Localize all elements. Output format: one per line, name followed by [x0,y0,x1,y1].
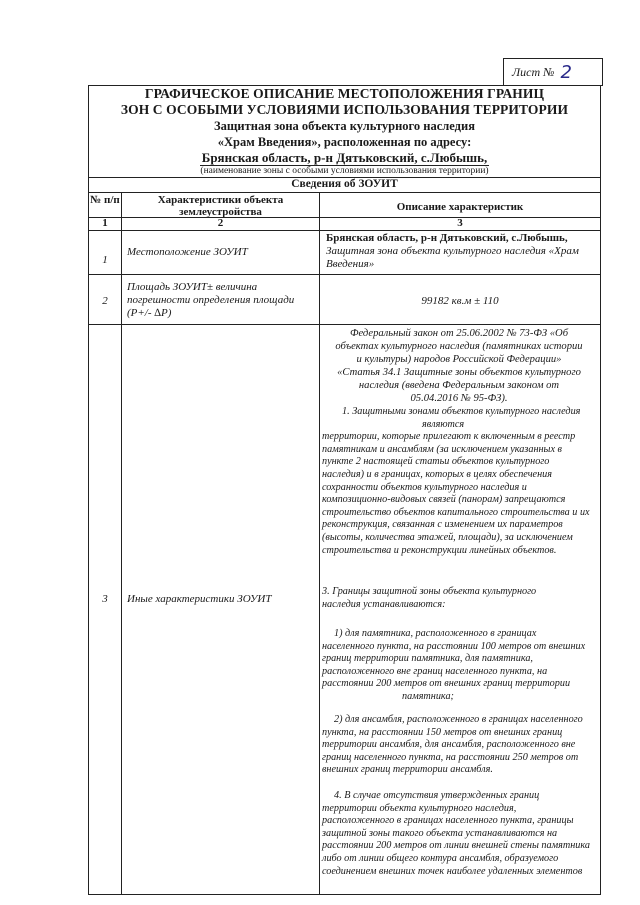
para-line: пункте 2 настоящей статьи объектов культурного [322,456,550,468]
para-line: пункта, на расстоянии 150 метров от внешних границ [322,726,563,738]
divider [89,230,600,231]
law-line: Федеральный закон от 25.06.2002 № 73-ФЗ «Об [349,328,569,339]
row-1-num: 1 [102,254,108,266]
row-1-desc-rest: Защитная зона объекта культурного наследия «Храм Введения» [326,245,579,270]
row-3-paragraph-1 [322,406,596,557]
para-line: памятникам и ансамблям (за исключением указанных в [322,443,562,455]
para-line: 1. Защитными зонами объектов культурного наследия [342,406,581,417]
row-1-char: Местоположение ЗОУИТ [127,246,248,258]
sheet-number: 2 [560,61,572,83]
sheet-number-box [503,58,603,86]
para-line: (высоты, количества этажей, площади), за исключением [322,531,573,543]
law-line: объектах культурного наследия (памятниках истории [335,340,583,352]
row-2-char: Площадь ЗОУИТ± величина погрешности определения площади (P+/- ∆P) [127,281,295,319]
row-2-num: 2 [102,295,108,307]
law-line: 05.04.2016 № 95-ФЗ). [410,392,508,404]
divider [89,192,600,193]
para-line: территории объекта культурного наследия, [322,802,517,814]
col-header-num: № п/п [90,194,120,206]
title-address [89,150,600,166]
para-line: 1) для памятника, расположенного в границах [334,628,537,639]
row-1-desc [326,232,598,271]
row-3-char: Иные характеристики ЗОУИТ [127,593,272,605]
para-line: территории, которые прилегают к включенным в реестр [322,431,576,443]
para-line: расстоянии 200 метров от линии внешней стены памятника [322,840,590,852]
para-line: наследия) и в границах, которых в целях обеспечения [322,468,552,480]
law-line: «Статья 34.1 Защитные зоны объектов культурного [337,366,581,378]
para-line: границ населенного пункта, на расстоянии 250 метров от [322,751,579,763]
row-3-paragraph-3 [322,586,596,611]
document-frame [88,85,601,895]
col-index-2: 2 [217,217,224,229]
para-line: памятника; [402,690,454,702]
para-line: 3. Границы защитной зоны объекта культурного [322,586,537,597]
para-line: внешних границ территории ансамбля. [322,764,493,776]
divider [89,324,600,325]
row-1-desc-bold: Брянская область, р-н Дятьковский, с.Любышь, [326,232,568,244]
para-line: расстоянии 200 метров от внешних границ территории [322,678,571,690]
para-line: 4. В случае отсутствия утвержденных границ [334,790,540,801]
sheet-label: Лист № [512,64,555,79]
row-3-law-block [322,328,596,405]
title-note: (наименование зоны с особыми условиями использования территории) [200,166,489,176]
para-line: расположенного в границах населенного пункта, границы [322,815,574,827]
para-line: являются [422,418,465,430]
row-3-paragraph-4 [322,790,596,878]
para-line: композиционно-видовых связей (панорам) запрещаются [322,494,566,506]
para-line: либо от линии общего контура ансамбля, образуемого [322,852,559,864]
para-line: расположенного вне границ населенного пункта, на [322,665,548,677]
title-line-4: «Храм Введения», расположенная по адресу: [217,135,472,149]
para-line: 2) для ансамбля, расположенного в границах населенного [334,714,583,725]
para-line: строительство объектов капитального строительства и их [322,506,590,518]
para-line: территории ансамбля, для ансамбля, расположенного вне [322,739,576,751]
row-3-subparagraph-2 [322,714,596,777]
title-line-3: Защитная зона объекта культурного наследия [214,119,475,133]
law-line: наследия (введена Федеральным законом от [358,379,560,391]
col-header-desc: Описание характеристик [396,201,524,213]
para-line: защитной зоны такого объекта устанавливаются на [322,827,558,839]
para-line: границ территории памятника, для памятника, [322,653,533,665]
para-line: сохранности объектов культурного наследия и [322,481,527,493]
divider [89,274,600,275]
col-index-1: 1 [102,217,108,229]
row-3-subparagraph-1 [322,628,596,704]
address-text: Брянская область, р-н Дятьковский, с.Любышь, [201,150,488,165]
law-line: и культуры) народов Российской Федерации» [356,353,562,365]
para-line: соединением внешних точек наиболее удаленных элементов [322,865,583,877]
title-line-2: ЗОН С ОСОБЫМИ УСЛОВИЯМИ ИСПОЛЬЗОВАНИЯ ТЕРРИТОРИИ [120,102,569,117]
para-line: строительства и реконструкции линейных объектов. [322,544,557,556]
row-2-desc: 99182 кв.м ± 110 [421,295,499,307]
section-title: Сведения об ЗОУИТ [291,178,398,190]
col-index-3: 3 [457,217,463,229]
row-3-num: 3 [102,593,108,605]
para-line: наследия устанавливаются: [322,598,446,610]
para-line: реконструкция, связанная с изменением их параметров [322,519,563,531]
para-line: населенного пункта, на расстоянии 100 метров от внешних [322,640,586,652]
col-header-char: Характеристики объекта землеустройства [157,194,284,218]
title-line-1: ГРАФИЧЕСКОЕ ОПИСАНИЕ МЕСТОПОЛОЖЕНИЯ ГРАНИЦ [144,86,545,101]
column-divider [121,192,122,895]
column-divider [319,192,320,895]
